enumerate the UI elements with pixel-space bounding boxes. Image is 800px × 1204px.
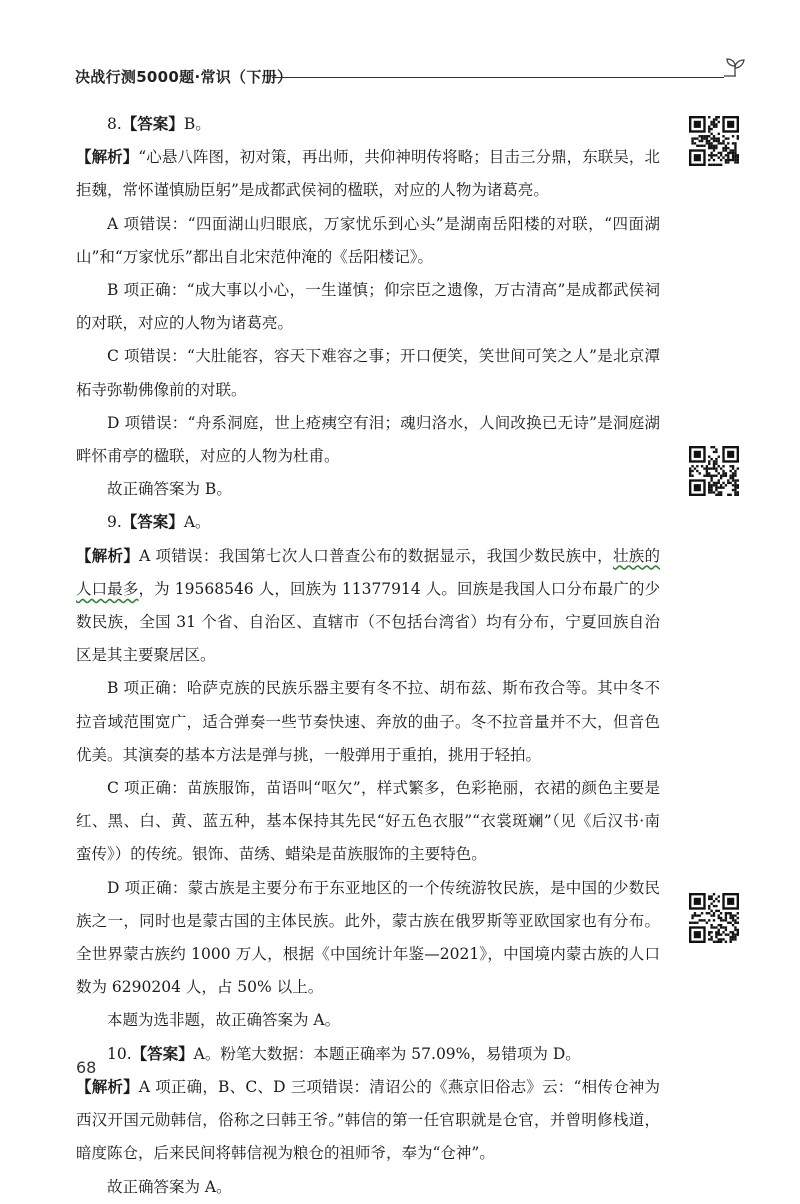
q9-answer-tag: 【答案】 bbox=[121, 513, 184, 532]
answer-content bbox=[76, 108, 660, 1204]
q10-analysis-text: A 项正确，B、C、D 三项错误：清诏公的《燕京旧俗志》云：“相传仓神为西汉开国元勋韩信，俗称之曰韩王爷。”韩信的第一任官职就是仓官，并曾明修栈道，暗度陈仓，后来民间将韩信视为粮仓的祖师爷，奉为“仓神”。 bbox=[76, 1077, 660, 1163]
q10-analysis-tag: 【解析】 bbox=[76, 1077, 139, 1096]
q9-number: 9. bbox=[107, 513, 122, 532]
q9-option-d: D 项正确：蒙古族是主要分布于东亚地区的一个传统游牧民族，是中国的少数民族之一，同时也是蒙古国的主体民族。此外，蒙古族在俄罗斯等亚欧国家也有分布。全世界蒙古族约 1000 万人，根据《中国统计年鉴—2021》，中国境内蒙古族的人口数为 6290204 人，占 50% 以上。 bbox=[76, 878, 660, 997]
q10-answer: A。粉笔大数据：本题正确率为 57.09%，易错项为 D。 bbox=[193, 1044, 581, 1063]
qr-code-icon-q8[interactable] bbox=[689, 116, 739, 166]
q8-analysis bbox=[76, 141, 660, 207]
q8-analysis-tag: 【解析】 bbox=[76, 148, 139, 167]
q9-analysis-marked: 壮族的人口最多 bbox=[76, 546, 660, 598]
page-number: 68 bbox=[76, 1058, 97, 1077]
sprout-icon bbox=[722, 54, 748, 80]
q10-answer-tag: 【答案】 bbox=[131, 1044, 194, 1063]
q9-option-c: C 项正确：苗族服饰，苗语叫“呕欠”，样式繁多，色彩艳丽，衣裙的颜色主要是红、黑、白、黄、蓝五种，基本保持其先民“好五色衣服”“衣裳斑斓”（见《后汉书·南蛮传》）的传统。银饰、苗绣、蜡染是苗族服饰的主要特色。 bbox=[76, 779, 660, 864]
q8-answer-tag: 【答案】 bbox=[121, 115, 184, 133]
q9-analysis-pre: A 项错误：我国第七次人口普查公布的数据显示，我国少数民族中， bbox=[139, 546, 613, 565]
q10-answer-line bbox=[76, 1038, 660, 1071]
qr-code-icon-q10[interactable] bbox=[689, 893, 739, 943]
q9-answer: A。 bbox=[183, 513, 211, 532]
q8-answer-line bbox=[76, 108, 660, 141]
header-rule bbox=[272, 77, 724, 78]
q10-conclusion: 故正确答案为 A。 bbox=[107, 1177, 232, 1196]
q8-option-b: B 项正确：“成大事以小心，一生谨慎；仰宗臣之遗像，万古清高”是成都武侯祠的对联，对应的人物为诸葛亮。 bbox=[76, 281, 660, 333]
q9-conclusion: 本题为选非题，故正确答案为 A。 bbox=[107, 1011, 341, 1030]
q9-analysis bbox=[76, 540, 660, 673]
q10-number: 10. bbox=[107, 1044, 132, 1063]
qr-code-icon-q9[interactable] bbox=[689, 446, 739, 496]
q8-number: 8. bbox=[107, 115, 122, 133]
q9-answer-line bbox=[76, 506, 660, 539]
q9-analysis-post: ，为 19568546 人，回族为 11377914 人。回族是我国人口分布最广的少数民族，全国 31 个省、自治区、直辖市（不包括台湾省）均有分布，宁夏回族自治区是其主要聚居区。 bbox=[76, 579, 660, 665]
q8-analysis-text: “心悬八阵图，初对策，再出师，共仰神明传将略；目击三分鼎，东联吴，北拒魏，常怀谨慎励臣躬”是成都武侯祠的楹联，对应的人物为诸葛亮。 bbox=[76, 148, 660, 200]
q8-option-c: C 项错误：“大肚能容，容天下难容之事；开口便笑，笑世间可笑之人”是北京潭柘寺弥勒佛像前的对联。 bbox=[76, 347, 660, 399]
q8-conclusion: 故正确答案为 B。 bbox=[107, 480, 232, 499]
running-header-title: 决战行测5000题·常识（下册） bbox=[75, 68, 293, 86]
q9-option-b: B 项正确：哈萨克族的民族乐器主要有冬不拉、胡布兹、斯布孜合等。其中冬不拉音域范围宽广，适合弹奏一些节奏快速、奔放的曲子。冬不拉音量并不大，但音色优美。其演奏的基本方法是弹与挑，一般弹用于重拍，挑用于轻拍。 bbox=[76, 679, 660, 764]
q8-option-d: D 项错误：“舟系洞庭，世上疮痍空有泪；魂归洛水，人间改换已无诗”是洞庭湖畔怀甫亭的楹联，对应的人物为杜甫。 bbox=[76, 413, 660, 466]
q8-answer: B。 bbox=[183, 115, 211, 133]
q8-option-a: A 项错误：“四面湖山归眼底，万家忧乐到心头”是湖南岳阳楼的对联，“四面湖山”和“万家忧乐”都出自北宋范仲淹的《岳阳楼记》。 bbox=[76, 214, 660, 266]
q10-analysis bbox=[76, 1071, 660, 1171]
q9-analysis-tag: 【解析】 bbox=[76, 546, 140, 565]
